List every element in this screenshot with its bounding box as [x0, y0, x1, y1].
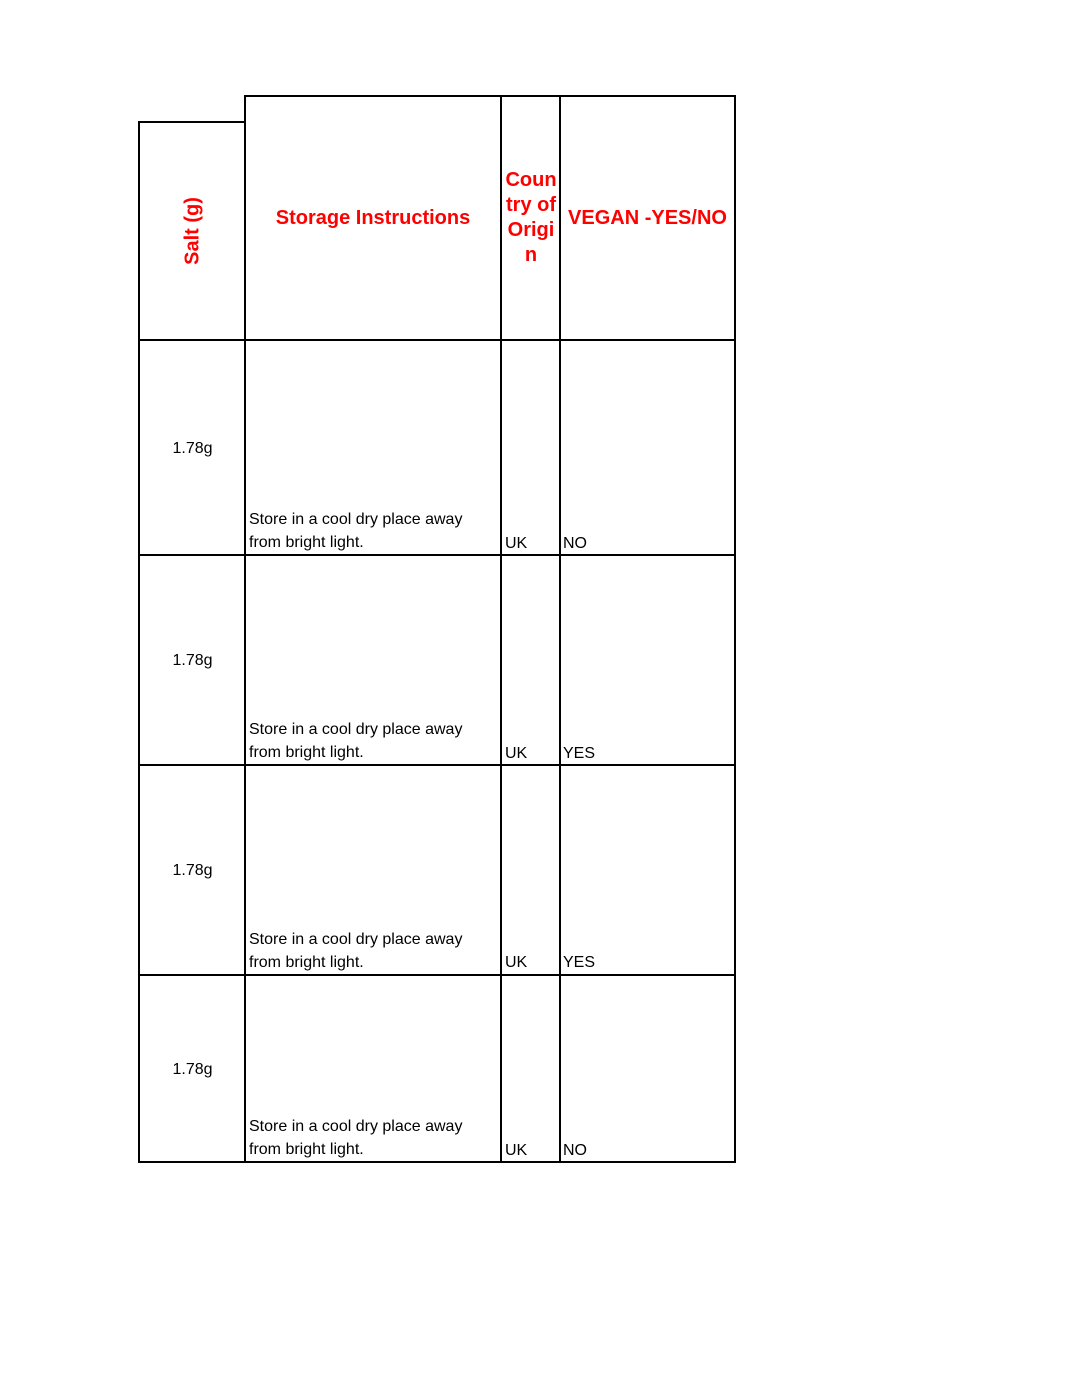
grid-line	[734, 95, 736, 1163]
header-salt-label: Salt (g)	[181, 197, 203, 265]
header-salt	[140, 122, 245, 340]
header-country-of-origin: Coun try of Origi n	[505, 169, 557, 266]
grid-line	[138, 974, 736, 976]
cell-storage: Store in a cool dry place away from bright light.	[249, 931, 463, 971]
cell-vegan: YES	[563, 745, 596, 762]
cell-vegan: NO	[563, 1142, 587, 1159]
cell-salt: 1.78g	[172, 440, 213, 457]
grid-line	[138, 1161, 736, 1163]
cell-salt: 1.78g	[172, 1061, 213, 1078]
cell-storage: Store in a cool dry place away from bright light.	[249, 511, 463, 551]
header-vegan: VEGAN -YES/NO	[568, 206, 727, 229]
cell-country: UK	[505, 535, 528, 552]
cell-country: UK	[505, 954, 528, 971]
cell-salt: 1.78g	[172, 862, 213, 879]
grid-line	[138, 764, 736, 766]
cell-vegan: YES	[563, 954, 596, 971]
cell-storage: Store in a cool dry place away from bright light.	[249, 721, 463, 761]
cell-country: UK	[505, 745, 528, 762]
cell-vegan: NO	[563, 535, 587, 552]
cell-country: UK	[505, 1142, 528, 1159]
grid-line	[138, 554, 736, 556]
cell-salt: 1.78g	[172, 652, 213, 669]
cell-storage: Store in a cool dry place away from bright light.	[249, 1118, 463, 1158]
header-storage-instructions: Storage Instructions	[275, 206, 471, 229]
